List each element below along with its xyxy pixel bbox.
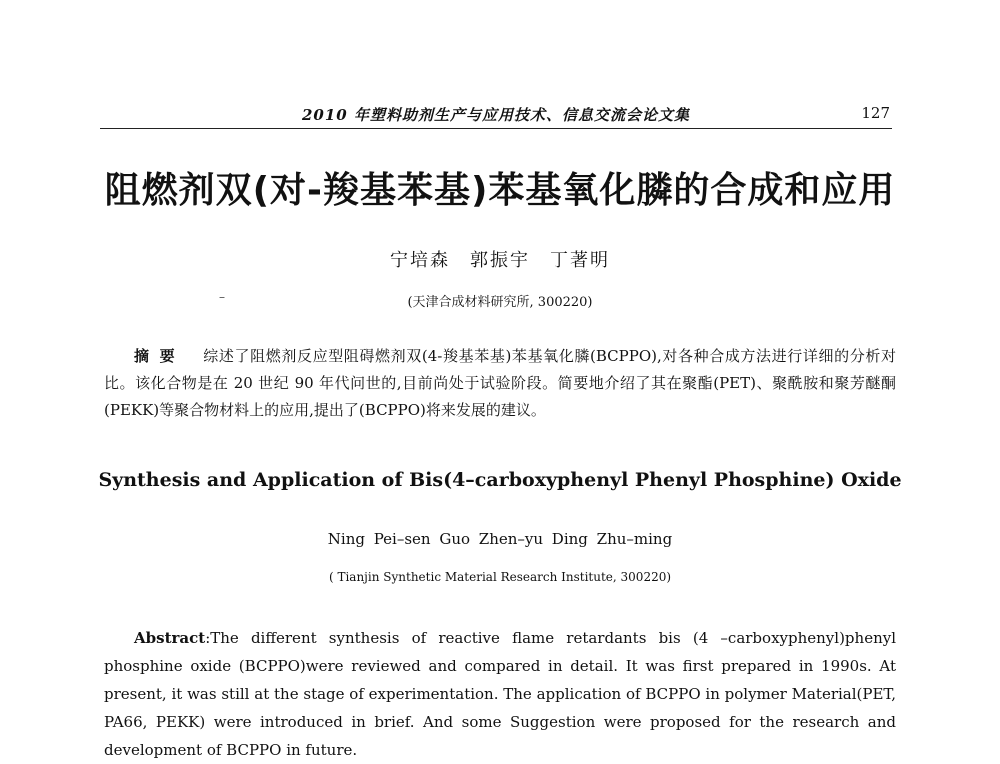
abstract-en — [104, 624, 896, 764]
journal-title: 2010 年塑料助剂生产与应用技术、信息交流会论文集 — [302, 106, 690, 124]
paper-title-cn: 阻燃剂双(对-羧基苯基)苯基氧化膦的合成和应用 — [104, 170, 896, 211]
abstract-en-label: Abstract — [134, 629, 206, 647]
dash-mark: – — [219, 290, 225, 304]
paper-title-en: Synthesis and Application of Bis(4–carboxyphenyl Phenyl Phosphine) Oxide — [98, 469, 902, 491]
authors-cn: 宁培森 郭振宇 丁著明 — [390, 250, 610, 271]
abstract-cn-label: 摘要 — [134, 347, 186, 365]
authors-en: Ning Pei–sen Guo Zhen–yu Ding Zhu–ming — [327, 530, 673, 548]
running-header — [100, 98, 892, 129]
page-number: 127 — [861, 104, 890, 122]
abstract-cn-text: 综述了阻燃剂反应型阻碍燃剂双(4-羧基苯基)苯基氧化膦(BCPPO),对各种合成方法进行详细的分析对比。该化合物是在 20 世纪 90 年代问世的,目前尚处于试验阶段。简要地介绍了其在聚酯(PET)、聚酰胺和聚芳醚酮(PEKK)等聚合物材料上的应用,提出了(BCPPO)将来发展的建议。 — [104, 347, 896, 419]
affiliation-en: ( Tianjin Synthetic Material Research Institute, 300220) — [328, 570, 672, 584]
affiliation-cn: (天津合成材料研究所, 300220) — [407, 295, 593, 310]
abstract-en-text: :The different synthesis of reactive flame retardants bis (4 –carboxyphenyl)phenyl phosphine oxide (BCPPO)were reviewed and compared in detail. It was first prepared in 1990s. At present, it was still at the stage of experimentation. The application of BCPPO in polymer Material(PET, PA66, PEKK) were introduced in brief. And some Suggestion were proposed for the research and development of BCPPO in future. — [104, 629, 896, 759]
abstract-cn — [104, 343, 896, 424]
